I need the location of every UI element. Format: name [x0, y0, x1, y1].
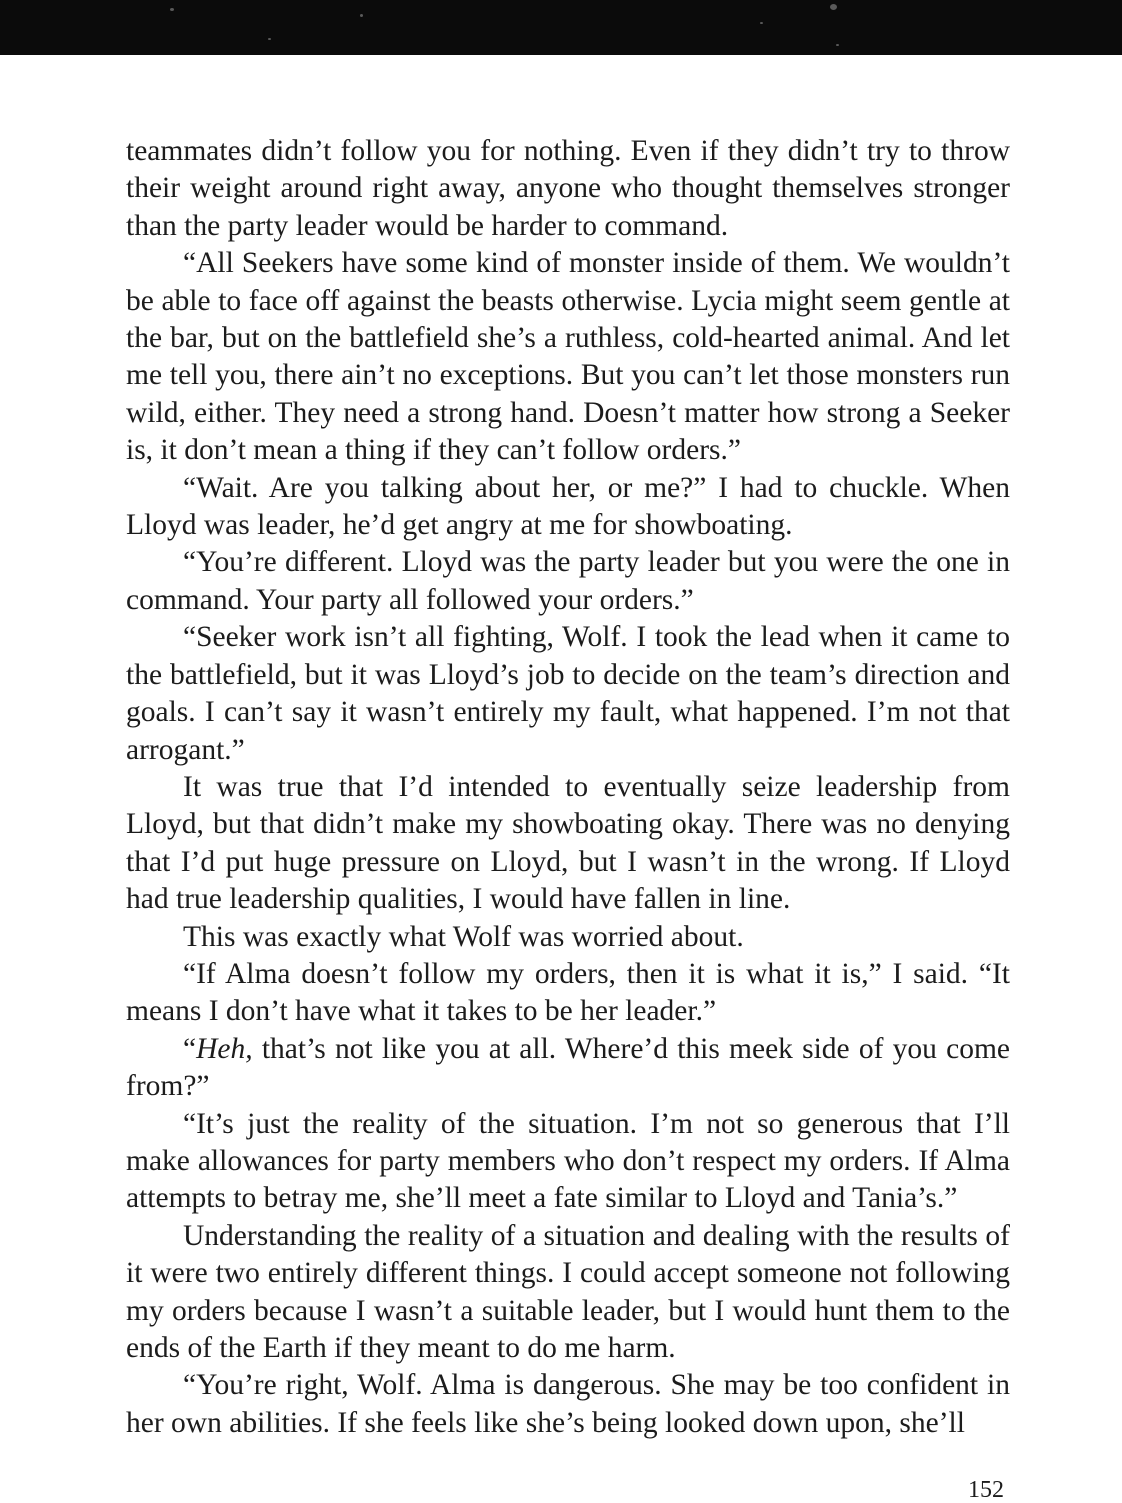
- paragraph: [126, 544, 1010, 619]
- paragraph-text: It was true that I’d intended to eventually seize leadership from Lloyd, but that didn’t make my showboating okay. There was no denying that I’d put huge pressure on Lloyd, but I wasn’t in the wrong. If Lloyd had true leadership qualities, I would have fallen in line.: [126, 770, 1010, 916]
- scan-speck: [268, 38, 271, 40]
- scan-speck: [170, 8, 174, 11]
- italic-emphasis: Heh,: [196, 1032, 253, 1065]
- paragraph-text: “Seeker work isn’t all fighting, Wolf. I took the lead when it came to the battlefield, but it was Lloyd’s job to decide on the team’s direction and goals. I can’t say it wasn’t entirely my fault, what happened. I’m not that arrogant.”: [126, 621, 1010, 766]
- paragraph: [126, 769, 1010, 919]
- paragraph-text: “If Alma doesn’t follow my orders, then it is what it is,” I said. “It means I don’t have what it takes to be her leader.”: [126, 957, 1010, 1028]
- paragraph: [126, 470, 1010, 545]
- paragraph: [126, 1031, 1010, 1106]
- paragraph-text: “You’re different. Lloyd was the party leader but you were the one in command. Your party all followed your orders.”: [126, 546, 1010, 616]
- scan-speck: [836, 44, 839, 46]
- paragraph: [126, 619, 1010, 769]
- page-number: 152: [968, 1477, 1004, 1503]
- paragraph: [126, 1106, 1010, 1218]
- scan-top-border: [0, 0, 1122, 55]
- scan-speck: [830, 4, 837, 10]
- paragraph-text: “Wait. Are you talking about her, or me?” I had to chuckle. When Lloyd was leader, he’d get angry at me for showboating.: [126, 471, 1010, 542]
- paragraph-text: Understanding the reality of a situation and dealing with the results of it were two entirely different things. I could accept someone not following my orders because I wasn’t a suitable leader, but I would hunt them to the ends of the Earth if they meant to do me harm.: [126, 1219, 1010, 1364]
- book-page-body: [126, 133, 1010, 1442]
- scan-speck: [760, 22, 763, 24]
- paragraph: [126, 956, 1010, 1031]
- paragraph-text: “All Seekers have some kind of monster inside of them. We wouldn’t be able to face off against the beasts otherwise. Lycia might seem gentle at the bar, but on the battlefield she’s a ruthless, cold-hearted animal. And let me tell you, there ain’t no exceptions. But you can’t let those monsters run wild, either. They need a strong hand. Doesn’t matter how strong a Seeker is, it don’t mean a thing if they can’t follow orders.”: [126, 247, 1010, 467]
- paragraph: [126, 1218, 1010, 1368]
- opening-quote: “: [183, 1032, 197, 1065]
- scan-speck: [360, 14, 363, 17]
- paragraph: [126, 133, 1010, 245]
- paragraph-text: This was exactly what Wolf was worried about.: [183, 920, 744, 953]
- paragraph-text: that’s not like you at all. Where’d this meek side of you come from?”: [126, 1032, 1010, 1103]
- paragraph: [126, 245, 1010, 469]
- paragraph-text: “You’re right, Wolf. Alma is dangerous. She may be too confident in her own abilities. If she feels like she’s being looked down upon, she’ll: [126, 1369, 1010, 1439]
- paragraph-text: teammates didn’t follow you for nothing. Even if they didn’t try to throw their weight around right away, anyone who thought themselves stronger than the party leader would be harder to command.: [126, 135, 1010, 242]
- paragraph-text: “It’s just the reality of the situation. I’m not so generous that I’ll make allowances for party members who don’t respect my orders. If Alma attempts to betray me, she’ll meet a fate similar to Lloyd and Tania’s.”: [126, 1107, 1010, 1215]
- paragraph: [126, 919, 1010, 956]
- paragraph: [126, 1367, 1010, 1442]
